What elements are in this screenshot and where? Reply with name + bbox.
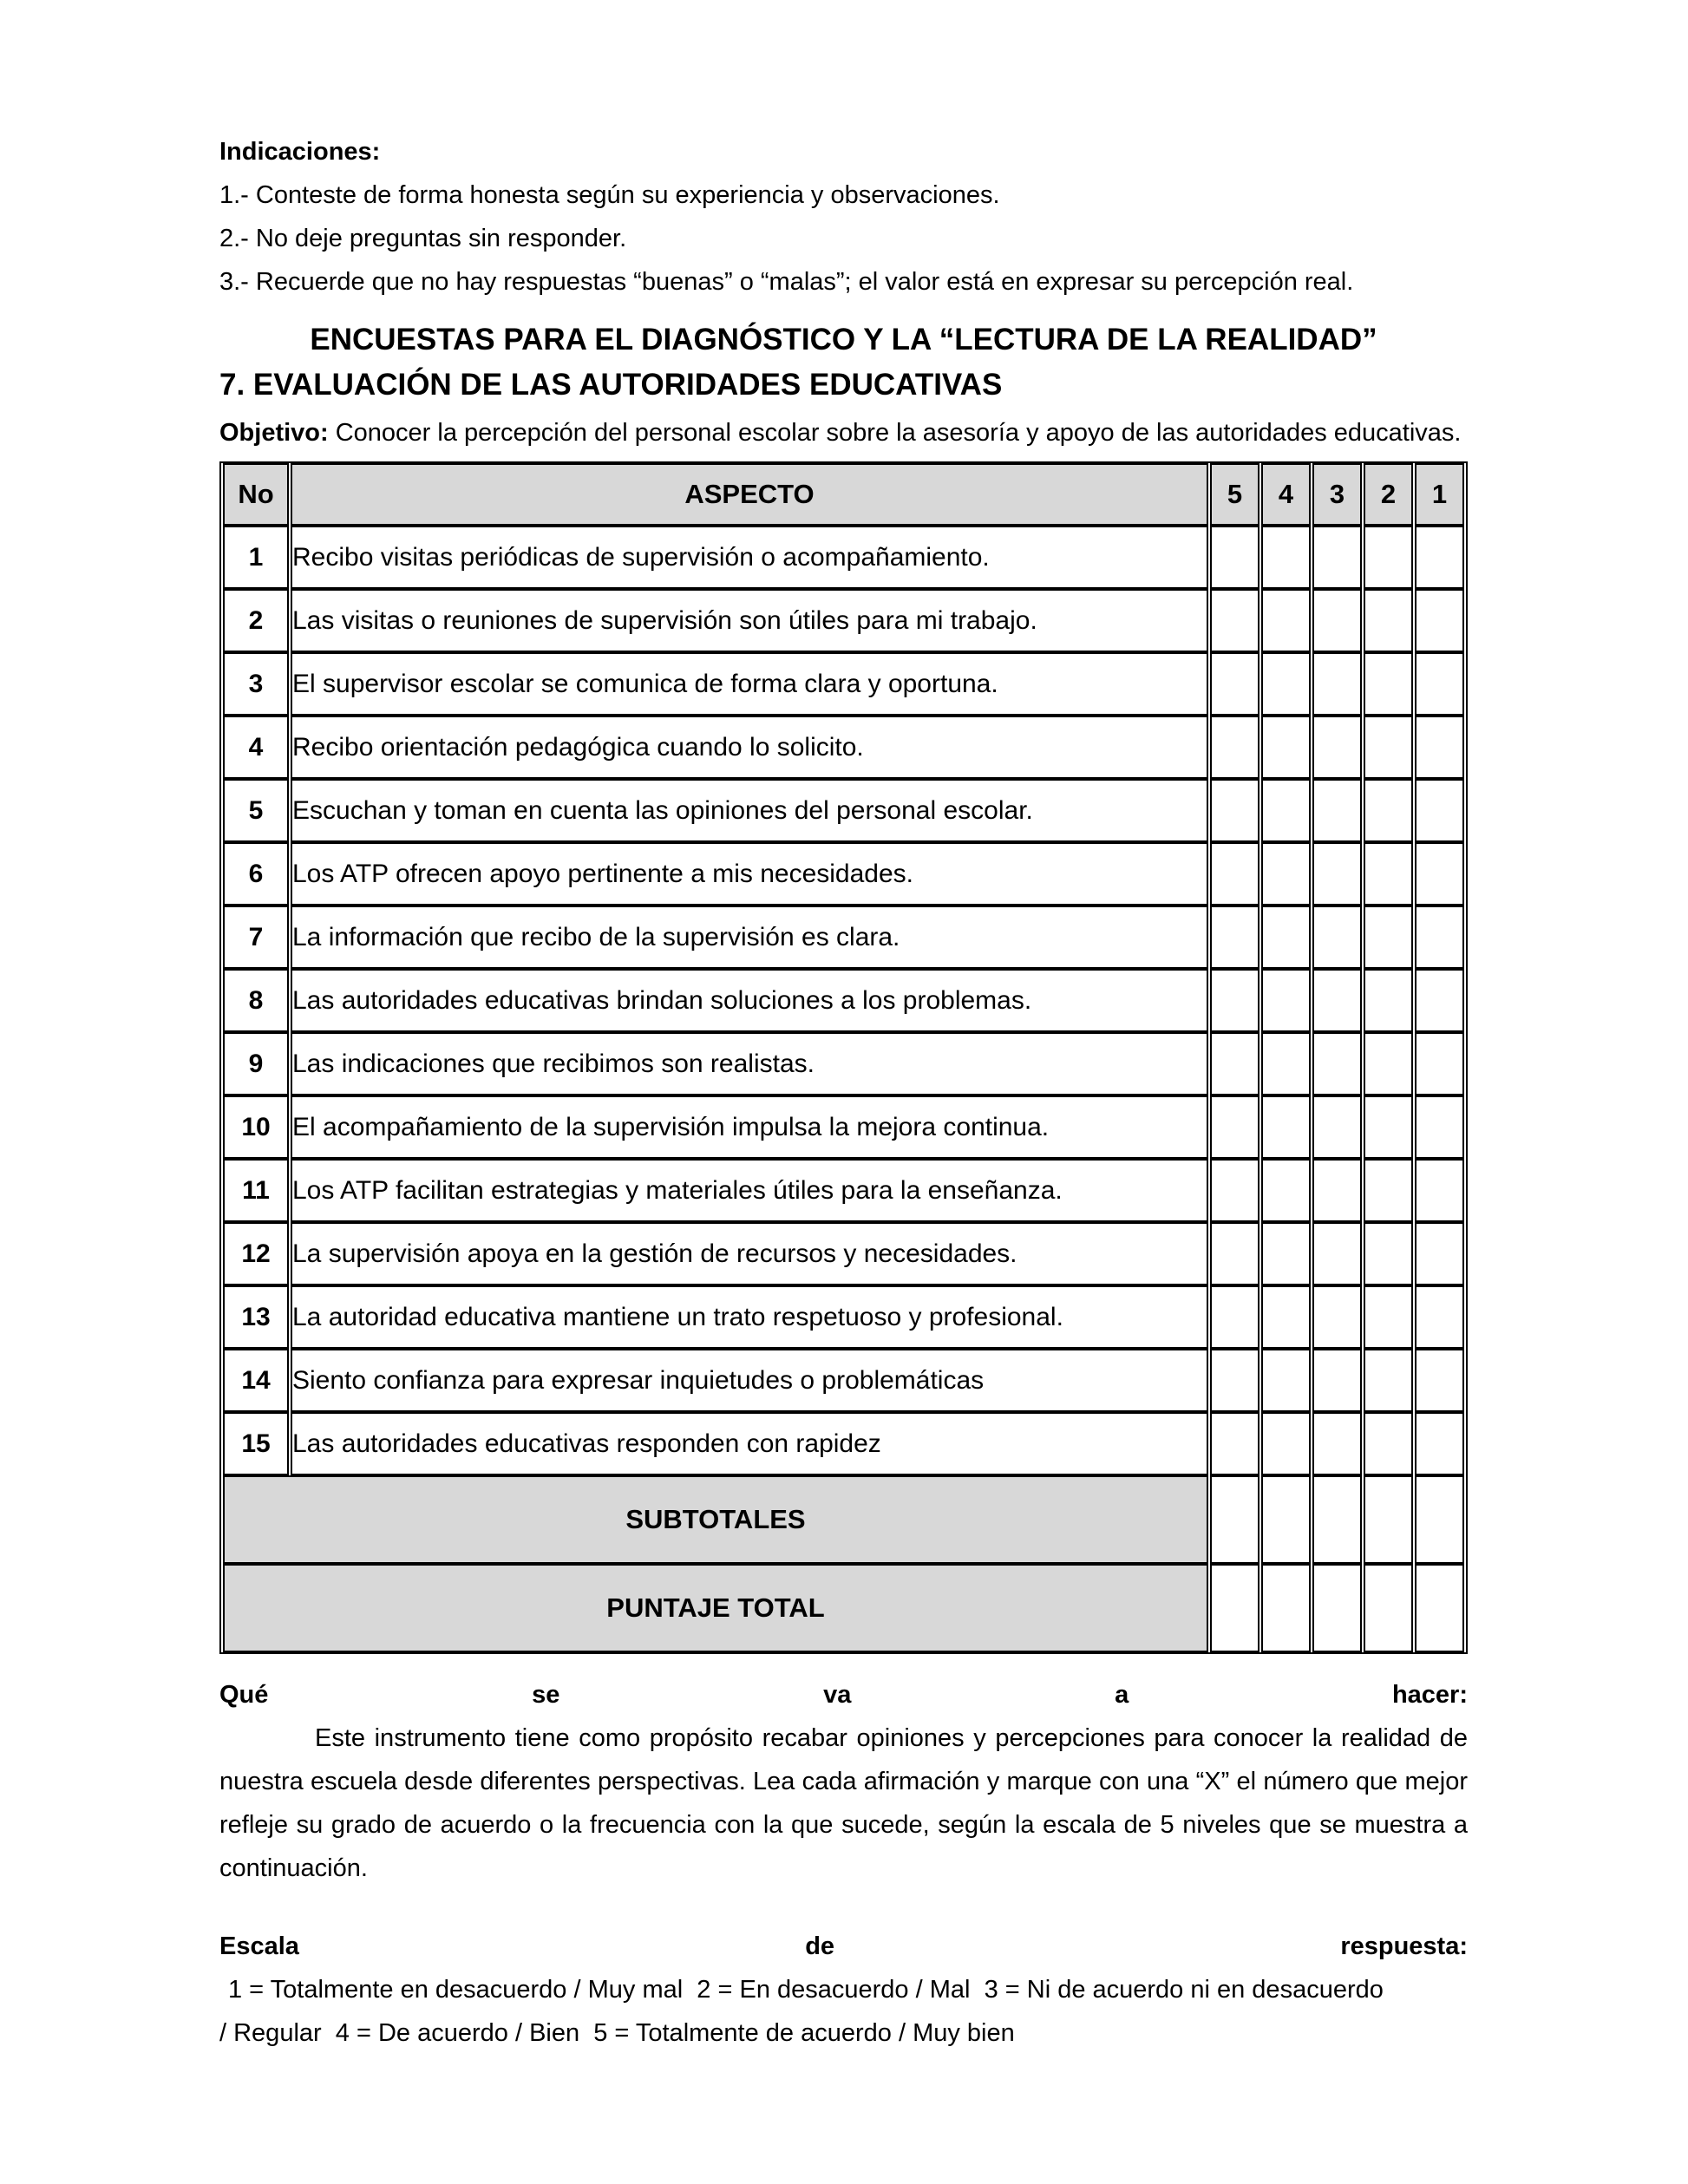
what-word: va [823,1681,852,1709]
rating-cell-5[interactable] [1210,779,1259,842]
scale-values-line-2: / Regular 4 = De acuerdo / Bien 5 = Totalmente de acuerdo / Muy bien [219,2019,1015,2047]
aspect-text: Las visitas o reuniones de supervisión son útiles para mi trabajo. [291,589,1208,652]
rating-cell-1[interactable] [1415,1412,1464,1475]
table-row [223,1159,1464,1222]
rating-cell-4[interactable] [1261,1222,1311,1285]
objective-paragraph [219,412,1468,454]
aspect-text: Las autoridades educativas brindan soluciones a los problemas. [291,969,1208,1032]
rating-cell-2[interactable] [1364,1095,1413,1159]
rating-cell-4[interactable] [1261,589,1311,652]
what-word: Qué [219,1681,269,1709]
row-number: 14 [223,1349,289,1412]
rating-cell-5[interactable] [1210,716,1259,779]
what-heading [219,1673,1468,1716]
rating-cell-2[interactable] [1364,716,1413,779]
rating-cell-1[interactable] [1415,779,1464,842]
scale-word: de [805,1932,835,1960]
rating-cell-4[interactable] [1261,1349,1311,1412]
rating-cell-2[interactable] [1364,779,1413,842]
scale-word: respuesta: [1340,1932,1468,1960]
rating-cell-2[interactable] [1364,1285,1413,1349]
instructions-section [219,130,1468,304]
rating-cell-2[interactable] [1364,652,1413,716]
rating-cell-1[interactable] [1415,716,1464,779]
rating-cell-1[interactable] [1415,1349,1464,1412]
table-row [223,526,1464,589]
row-number: 2 [223,589,289,652]
rating-cell-1[interactable] [1415,1285,1464,1349]
rating-cell-1[interactable] [1415,1159,1464,1222]
column-header-3: 3 [1312,463,1362,526]
scale-word: Escala [219,1932,299,1960]
table-header-row [223,463,1464,526]
total-cell-4[interactable] [1261,1564,1311,1652]
rating-cell-3[interactable] [1312,1032,1362,1095]
rating-cell-4[interactable] [1261,526,1311,589]
total-cell-5[interactable] [1210,1564,1259,1652]
rating-cell-5[interactable] [1210,1222,1259,1285]
rating-cell-2[interactable] [1364,906,1413,969]
aspect-text: La autoridad educativa mantiene un trato respetuoso y profesional. [291,1285,1208,1349]
subtotals-label: SUBTOTALES [223,1475,1208,1564]
total-cell-1[interactable] [1415,1564,1464,1652]
row-number: 15 [223,1412,289,1475]
rating-cell-1[interactable] [1415,1032,1464,1095]
table-row [223,716,1464,779]
rating-cell-2[interactable] [1364,526,1413,589]
rating-cell-5[interactable] [1210,969,1259,1032]
table-row [223,906,1464,969]
total-score-label: PUNTAJE TOTAL [223,1564,1208,1652]
rating-cell-4[interactable] [1261,779,1311,842]
rating-cell-5[interactable] [1210,1159,1259,1222]
row-number: 11 [223,1159,289,1222]
rating-cell-3[interactable] [1312,1349,1362,1412]
total-score-row [223,1564,1464,1652]
column-header-no: No [223,463,289,526]
rating-cell-4[interactable] [1261,716,1311,779]
table-row [223,1095,1464,1159]
rating-cell-2[interactable] [1364,589,1413,652]
subtotal-cell-5[interactable] [1210,1475,1259,1564]
row-number: 1 [223,526,289,589]
rating-cell-5[interactable] [1210,842,1259,906]
rating-cell-1[interactable] [1415,652,1464,716]
rating-cell-5[interactable] [1210,652,1259,716]
rating-cell-1[interactable] [1415,969,1464,1032]
rating-cell-5[interactable] [1210,526,1259,589]
footer-section [219,1673,1468,2055]
table-row [223,652,1464,716]
rating-cell-4[interactable] [1261,1285,1311,1349]
row-number: 4 [223,716,289,779]
aspect-text: Los ATP facilitan estrategias y materiales útiles para la enseñanza. [291,1159,1208,1222]
what-word: a [1115,1681,1129,1709]
rating-cell-3[interactable] [1312,652,1362,716]
rating-cell-2[interactable] [1364,969,1413,1032]
rating-cell-3[interactable] [1312,526,1362,589]
row-number: 5 [223,779,289,842]
rating-cell-4[interactable] [1261,969,1311,1032]
aspect-text: La supervisión apoya en la gestión de recursos y necesidades. [291,1222,1208,1285]
rating-cell-4[interactable] [1261,1412,1311,1475]
subtotal-cell-3[interactable] [1312,1475,1362,1564]
scale-values-line-1: 1 = Totalmente en desacuerdo / Muy mal 2 = En desacuerdo / Mal 3 = Ni de acuerdo ni en desacuerdo [228,1976,1384,2004]
aspect-text: El supervisor escolar se comunica de forma clara y oportuna. [291,652,1208,716]
rating-cell-5[interactable] [1210,1349,1259,1412]
table-row [223,1222,1464,1285]
rating-cell-4[interactable] [1261,1032,1311,1095]
subtotal-cell-2[interactable] [1364,1475,1413,1564]
rating-cell-1[interactable] [1415,526,1464,589]
table-row [223,1349,1464,1412]
table-row [223,969,1464,1032]
aspect-text: Las autoridades educativas responden con rapidez [291,1412,1208,1475]
objective-label: Objetivo: [219,419,329,447]
rating-cell-1[interactable] [1415,589,1464,652]
row-number: 13 [223,1285,289,1349]
rating-cell-4[interactable] [1261,906,1311,969]
aspect-text: Escuchan y toman en cuenta las opiniones del personal escolar. [291,779,1208,842]
rating-cell-1[interactable] [1415,906,1464,969]
rating-cell-4[interactable] [1261,1095,1311,1159]
row-number: 8 [223,969,289,1032]
rating-cell-3[interactable] [1312,1285,1362,1349]
aspect-text: Las indicaciones que recibimos son realistas. [291,1032,1208,1095]
rating-cell-3[interactable] [1312,779,1362,842]
rating-cell-3[interactable] [1312,906,1362,969]
row-number: 6 [223,842,289,906]
rating-cell-5[interactable] [1210,589,1259,652]
rating-cell-4[interactable] [1261,1159,1311,1222]
table-row [223,779,1464,842]
total-cell-2[interactable] [1364,1564,1413,1652]
rating-cell-4[interactable] [1261,842,1311,906]
survey-main-title: ENCUESTAS PARA EL DIAGNÓSTICO Y LA “LECTURA DE LA REALIDAD” [310,323,1377,356]
table-row [223,1285,1464,1349]
rating-cell-5[interactable] [1210,1412,1259,1475]
rating-cell-2[interactable] [1364,1032,1413,1095]
objective-text: Conocer la percepción del personal escolar sobre la asesoría y apoyo de las autoridades educativas. [328,419,1462,447]
column-header-1: 1 [1415,463,1464,526]
column-header-aspecto: ASPECTO [291,463,1208,526]
rating-cell-3[interactable] [1312,842,1362,906]
scale-heading [219,1925,1468,1968]
aspect-text: Recibo visitas periódicas de supervisión o acompañamiento. [291,526,1208,589]
rating-cell-3[interactable] [1312,1159,1362,1222]
rating-cell-3[interactable] [1312,589,1362,652]
survey-table [219,461,1468,1654]
row-number: 9 [223,1032,289,1095]
rating-cell-2[interactable] [1364,1412,1413,1475]
rating-cell-3[interactable] [1312,1222,1362,1285]
what-word: se [532,1681,560,1709]
aspect-text: Siento confianza para expresar inquietudes o problemáticas [291,1349,1208,1412]
rating-cell-1[interactable] [1415,1222,1464,1285]
column-header-4: 4 [1261,463,1311,526]
instruction-item-3: 3.- Recuerde que no hay respuestas “buenas” o “malas”; el valor está en expresar su percepción real. [219,268,1354,296]
rating-cell-2[interactable] [1364,1349,1413,1412]
rating-cell-3[interactable] [1312,716,1362,779]
row-number: 12 [223,1222,289,1285]
row-number: 3 [223,652,289,716]
rating-cell-4[interactable] [1261,652,1311,716]
rating-cell-5[interactable] [1210,1285,1259,1349]
rating-cell-1[interactable] [1415,1095,1464,1159]
subtotal-cell-4[interactable] [1261,1475,1311,1564]
table-row [223,842,1464,906]
table-row [223,589,1464,652]
rating-cell-2[interactable] [1364,1222,1413,1285]
row-number: 7 [223,906,289,969]
rating-cell-5[interactable] [1210,906,1259,969]
column-header-2: 2 [1364,463,1413,526]
rating-cell-2[interactable] [1364,842,1413,906]
rating-cell-2[interactable] [1364,1159,1413,1222]
column-header-5: 5 [1210,463,1259,526]
section-title: 7. EVALUACIÓN DE LAS AUTORIDADES EDUCATIVAS [219,368,1003,402]
rating-cell-3[interactable] [1312,969,1362,1032]
instruction-item-2: 2.- No deje preguntas sin responder. [219,225,627,252]
rating-cell-1[interactable] [1415,842,1464,906]
row-number: 10 [223,1095,289,1159]
rating-cell-5[interactable] [1210,1095,1259,1159]
table-row [223,1032,1464,1095]
instruction-item-1: 1.- Conteste de forma honesta según su experiencia y observaciones. [219,181,1000,209]
rating-cell-3[interactable] [1312,1412,1362,1475]
aspect-text: El acompañamiento de la supervisión impulsa la mejora continua. [291,1095,1208,1159]
purpose-paragraph: Este instrumento tiene como propósito recabar opiniones y percepciones para conocer la realidad de nuestra escuela desde diferentes perspectivas. Lea cada afirmación y marque con una “X” el número que mejor refleje su grado de acuerdo o la frecuencia con la que sucede, según la escala de 5 niveles que se muestra a continuación. [219,1724,1468,1882]
aspect-text: La información que recibo de la supervisión es clara. [291,906,1208,969]
aspect-text: Recibo orientación pedagógica cuando lo solicito. [291,716,1208,779]
subtotal-cell-1[interactable] [1415,1475,1464,1564]
subtotals-row [223,1475,1464,1564]
rating-cell-3[interactable] [1312,1095,1362,1159]
rating-cell-5[interactable] [1210,1032,1259,1095]
total-cell-3[interactable] [1312,1564,1362,1652]
instructions-title: Indicaciones: [219,138,381,166]
table-row [223,1412,1464,1475]
aspect-text: Los ATP ofrecen apoyo pertinente a mis necesidades. [291,842,1208,906]
what-word: hacer: [1391,1681,1468,1709]
